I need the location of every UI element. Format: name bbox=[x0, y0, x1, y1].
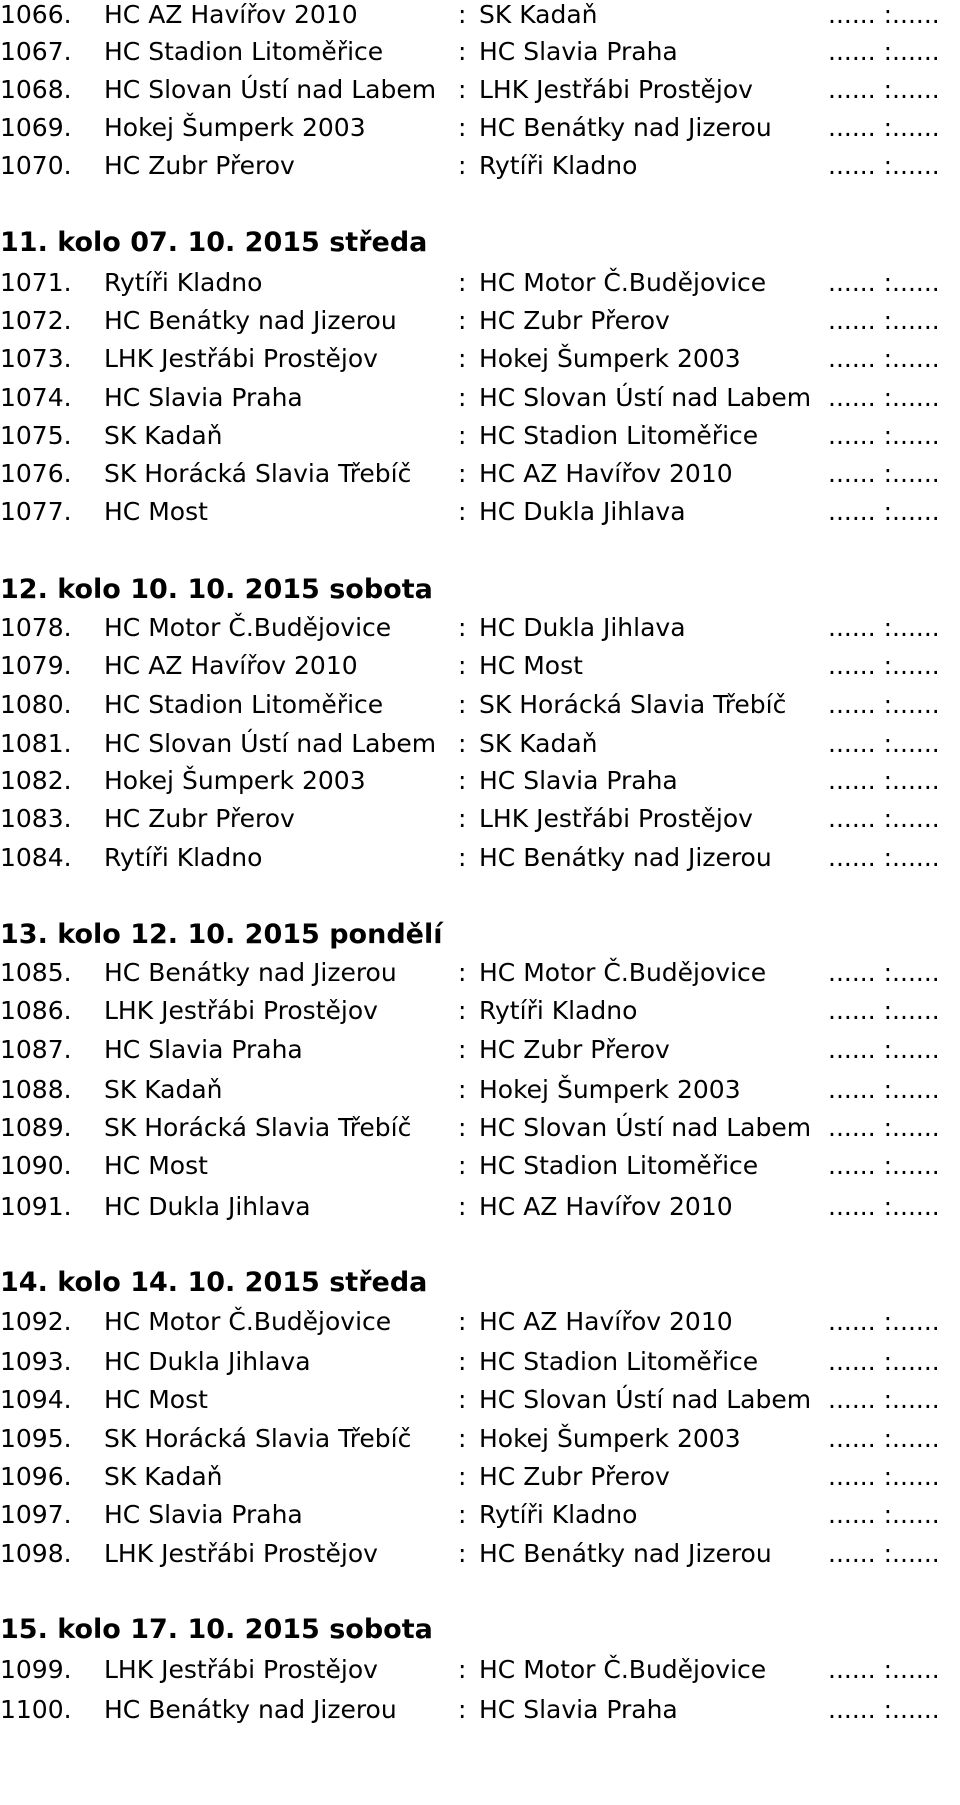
away-team: HC Slovan Ústí nad Labem bbox=[479, 1113, 812, 1142]
away-team: HC Slovan Ústí nad Labem bbox=[479, 1385, 812, 1414]
away-team: Hokej Šumperk 2003 bbox=[479, 344, 741, 373]
away-team: HC AZ Havířov 2010 bbox=[479, 1307, 733, 1336]
match-number: 1075. bbox=[0, 421, 72, 450]
home-team: LHK Jestřábi Prostějov bbox=[104, 344, 378, 373]
match-row bbox=[0, 0, 960, 32]
home-team: HC Benátky nad Jizerou bbox=[104, 1695, 397, 1724]
match-row bbox=[0, 1422, 960, 1456]
score-placeholder: ...... :...... bbox=[828, 421, 940, 450]
away-team: HC Motor Č.Budějovice bbox=[479, 268, 767, 297]
match-number: 1089. bbox=[0, 1113, 72, 1142]
score-placeholder: ...... :...... bbox=[828, 1075, 940, 1104]
away-team: HC Benátky nad Jizerou bbox=[479, 843, 772, 872]
match-row bbox=[0, 495, 960, 529]
away-team: Hokej Šumperk 2003 bbox=[479, 1424, 741, 1453]
home-team: HC Dukla Jihlava bbox=[104, 1192, 311, 1221]
score-placeholder: ...... :...... bbox=[828, 151, 940, 180]
match-row bbox=[0, 688, 960, 722]
away-team: HC Zubr Přerov bbox=[479, 1035, 670, 1064]
home-team: SK Kadaň bbox=[104, 1075, 223, 1104]
home-team: HC Most bbox=[104, 497, 208, 526]
away-team: HC Motor Č.Budějovice bbox=[479, 1655, 767, 1684]
team-separator: : bbox=[458, 151, 467, 180]
away-team: HC Slavia Praha bbox=[479, 766, 678, 795]
away-team: Hokej Šumperk 2003 bbox=[479, 1075, 741, 1104]
home-team: LHK Jestřábi Prostějov bbox=[104, 996, 378, 1025]
team-separator: : bbox=[458, 0, 467, 29]
match-number: 1071. bbox=[0, 268, 72, 297]
match-number: 1082. bbox=[0, 766, 72, 795]
score-placeholder: ...... :...... bbox=[828, 1192, 940, 1221]
away-team: LHK Jestřábi Prostějov bbox=[479, 75, 753, 104]
match-row bbox=[0, 727, 960, 761]
away-team: Rytíři Kladno bbox=[479, 151, 638, 180]
home-team: HC Slavia Praha bbox=[104, 1500, 303, 1529]
team-separator: : bbox=[458, 497, 467, 526]
match-number: 1092. bbox=[0, 1307, 72, 1336]
home-team: HC AZ Havířov 2010 bbox=[104, 651, 358, 680]
match-number: 1100. bbox=[0, 1695, 72, 1724]
match-number: 1072. bbox=[0, 306, 72, 335]
score-placeholder: ...... :...... bbox=[828, 651, 940, 680]
home-team: HC Benátky nad Jizerou bbox=[104, 306, 397, 335]
match-row bbox=[0, 956, 960, 990]
match-row bbox=[0, 149, 960, 183]
away-team: Rytíři Kladno bbox=[479, 996, 638, 1025]
team-separator: : bbox=[458, 459, 467, 488]
home-team: HC Zubr Přerov bbox=[104, 804, 295, 833]
match-number: 1084. bbox=[0, 843, 72, 872]
home-team: SK Kadaň bbox=[104, 421, 223, 450]
score-placeholder: ...... :...... bbox=[828, 497, 940, 526]
match-number: 1083. bbox=[0, 804, 72, 833]
home-team: LHK Jestřábi Prostějov bbox=[104, 1655, 378, 1684]
home-team: HC Zubr Přerov bbox=[104, 151, 295, 180]
match-number: 1093. bbox=[0, 1347, 72, 1376]
away-team: HC Dukla Jihlava bbox=[479, 497, 686, 526]
home-team: HC Most bbox=[104, 1151, 208, 1180]
match-row bbox=[0, 1498, 960, 1532]
team-separator: : bbox=[458, 1655, 467, 1684]
away-team: HC Zubr Přerov bbox=[479, 306, 670, 335]
team-separator: : bbox=[458, 766, 467, 795]
team-separator: : bbox=[458, 651, 467, 680]
away-team: HC Benátky nad Jizerou bbox=[479, 1539, 772, 1568]
match-row bbox=[0, 342, 960, 376]
home-team: HC Slovan Ústí nad Labem bbox=[104, 75, 437, 104]
team-separator: : bbox=[458, 804, 467, 833]
match-row bbox=[0, 419, 960, 453]
team-separator: : bbox=[458, 75, 467, 104]
team-separator: : bbox=[458, 421, 467, 450]
match-number: 1096. bbox=[0, 1462, 72, 1491]
score-placeholder: ...... :...... bbox=[828, 459, 940, 488]
match-row bbox=[0, 1345, 960, 1379]
match-number: 1081. bbox=[0, 729, 72, 758]
team-separator: : bbox=[458, 1695, 467, 1724]
match-row bbox=[0, 304, 960, 338]
team-separator: : bbox=[458, 1462, 467, 1491]
away-team: HC Stadion Litoměřice bbox=[479, 1347, 759, 1376]
match-row bbox=[0, 1383, 960, 1417]
match-row bbox=[0, 1693, 960, 1727]
match-row bbox=[0, 1073, 960, 1107]
away-team: HC Slovan Ústí nad Labem bbox=[479, 383, 812, 412]
team-separator: : bbox=[458, 996, 467, 1025]
match-number: 1095. bbox=[0, 1424, 72, 1453]
match-number: 1086. bbox=[0, 996, 72, 1025]
team-separator: : bbox=[458, 1307, 467, 1336]
score-placeholder: ...... :...... bbox=[828, 1539, 940, 1568]
match-row bbox=[0, 266, 960, 300]
home-team: HC Most bbox=[104, 1385, 208, 1414]
home-team: LHK Jestřábi Prostějov bbox=[104, 1539, 378, 1568]
match-number: 1090. bbox=[0, 1151, 72, 1180]
score-placeholder: ...... :...... bbox=[828, 729, 940, 758]
match-number: 1099. bbox=[0, 1655, 72, 1684]
match-row bbox=[0, 73, 960, 107]
away-team: HC Slavia Praha bbox=[479, 37, 678, 66]
home-team: HC Slavia Praha bbox=[104, 1035, 303, 1064]
score-placeholder: ...... :...... bbox=[828, 344, 940, 373]
away-team: SK Kadaň bbox=[479, 0, 598, 29]
score-placeholder: ...... :...... bbox=[828, 958, 940, 987]
away-team: SK Kadaň bbox=[479, 729, 598, 758]
team-separator: : bbox=[458, 1539, 467, 1568]
match-number: 1068. bbox=[0, 75, 72, 104]
home-team: HC Motor Č.Budějovice bbox=[104, 613, 392, 642]
away-team: Rytíři Kladno bbox=[479, 1500, 638, 1529]
score-placeholder: ...... :...... bbox=[828, 690, 940, 719]
match-number: 1087. bbox=[0, 1035, 72, 1064]
score-placeholder: ...... :...... bbox=[828, 1347, 940, 1376]
score-placeholder: ...... :...... bbox=[828, 1151, 940, 1180]
away-team: HC AZ Havířov 2010 bbox=[479, 459, 733, 488]
home-team: HC Slavia Praha bbox=[104, 383, 303, 412]
score-placeholder: ...... :...... bbox=[828, 1655, 940, 1684]
match-row bbox=[0, 35, 960, 69]
team-separator: : bbox=[458, 729, 467, 758]
match-row bbox=[0, 1190, 960, 1224]
team-separator: : bbox=[458, 1500, 467, 1529]
home-team: Hokej Šumperk 2003 bbox=[104, 766, 366, 795]
score-placeholder: ...... :...... bbox=[828, 804, 940, 833]
round-heading: 11. kolo 07. 10. 2015 středa bbox=[0, 227, 428, 258]
match-number: 1070. bbox=[0, 151, 72, 180]
home-team: HC Dukla Jihlava bbox=[104, 1347, 311, 1376]
score-placeholder: ...... :...... bbox=[828, 1035, 940, 1064]
team-separator: : bbox=[458, 344, 467, 373]
score-placeholder: ...... :...... bbox=[828, 1462, 940, 1491]
match-row bbox=[0, 649, 960, 683]
match-row bbox=[0, 1033, 960, 1067]
score-placeholder: ...... :...... bbox=[828, 268, 940, 297]
home-team: HC Stadion Litoměřice bbox=[104, 690, 384, 719]
home-team: HC Benátky nad Jizerou bbox=[104, 958, 397, 987]
away-team: HC Stadion Litoměřice bbox=[479, 1151, 759, 1180]
score-placeholder: ...... :...... bbox=[828, 1385, 940, 1414]
score-placeholder: ...... :...... bbox=[828, 0, 940, 29]
team-separator: : bbox=[458, 843, 467, 872]
home-team: HC AZ Havířov 2010 bbox=[104, 0, 358, 29]
home-team: SK Horácká Slavia Třebíč bbox=[104, 1113, 412, 1142]
home-team: HC Stadion Litoměřice bbox=[104, 37, 384, 66]
match-row bbox=[0, 1653, 960, 1687]
team-separator: : bbox=[458, 1113, 467, 1142]
away-team: HC Most bbox=[479, 651, 583, 680]
score-placeholder: ...... :...... bbox=[828, 383, 940, 412]
score-placeholder: ...... :...... bbox=[828, 996, 940, 1025]
score-placeholder: ...... :...... bbox=[828, 1695, 940, 1724]
match-number: 1074. bbox=[0, 383, 72, 412]
away-team: HC Stadion Litoměřice bbox=[479, 421, 759, 450]
team-separator: : bbox=[458, 1192, 467, 1221]
team-separator: : bbox=[458, 1035, 467, 1064]
match-row bbox=[0, 457, 960, 491]
team-separator: : bbox=[458, 1075, 467, 1104]
score-placeholder: ...... :...... bbox=[828, 306, 940, 335]
match-row bbox=[0, 611, 960, 645]
score-placeholder: ...... :...... bbox=[828, 37, 940, 66]
match-number: 1098. bbox=[0, 1539, 72, 1568]
team-separator: : bbox=[458, 383, 467, 412]
match-number: 1076. bbox=[0, 459, 72, 488]
team-separator: : bbox=[458, 690, 467, 719]
score-placeholder: ...... :...... bbox=[828, 1500, 940, 1529]
home-team: SK Kadaň bbox=[104, 1462, 223, 1491]
round-heading: 15. kolo 17. 10. 2015 sobota bbox=[0, 1614, 433, 1645]
home-team: SK Horácká Slavia Třebíč bbox=[104, 1424, 412, 1453]
match-row bbox=[0, 381, 960, 415]
away-team: LHK Jestřábi Prostějov bbox=[479, 804, 753, 833]
score-placeholder: ...... :...... bbox=[828, 75, 940, 104]
match-number: 1088. bbox=[0, 1075, 72, 1104]
team-separator: : bbox=[458, 268, 467, 297]
away-team: SK Horácká Slavia Třebíč bbox=[479, 690, 787, 719]
away-team: HC Benátky nad Jizerou bbox=[479, 113, 772, 142]
match-number: 1073. bbox=[0, 344, 72, 373]
score-placeholder: ...... :...... bbox=[828, 1424, 940, 1453]
score-placeholder: ...... :...... bbox=[828, 1113, 940, 1142]
away-team: HC Zubr Přerov bbox=[479, 1462, 670, 1491]
match-number: 1078. bbox=[0, 613, 72, 642]
match-number: 1085. bbox=[0, 958, 72, 987]
away-team: HC Motor Č.Budějovice bbox=[479, 958, 767, 987]
round-heading: 14. kolo 14. 10. 2015 středa bbox=[0, 1267, 428, 1298]
home-team: HC Motor Č.Budějovice bbox=[104, 1307, 392, 1336]
match-row bbox=[0, 764, 960, 798]
match-row bbox=[0, 994, 960, 1028]
team-separator: : bbox=[458, 613, 467, 642]
match-row bbox=[0, 1149, 960, 1183]
match-number: 1077. bbox=[0, 497, 72, 526]
round-heading: 12. kolo 10. 10. 2015 sobota bbox=[0, 574, 433, 605]
team-separator: : bbox=[458, 1385, 467, 1414]
team-separator: : bbox=[458, 1424, 467, 1453]
away-team: HC Dukla Jihlava bbox=[479, 613, 686, 642]
home-team: HC Slovan Ústí nad Labem bbox=[104, 729, 437, 758]
home-team: SK Horácká Slavia Třebíč bbox=[104, 459, 412, 488]
match-number: 1069. bbox=[0, 113, 72, 142]
score-placeholder: ...... :...... bbox=[828, 1307, 940, 1336]
match-number: 1067. bbox=[0, 37, 72, 66]
match-row bbox=[0, 1111, 960, 1145]
score-placeholder: ...... :...... bbox=[828, 766, 940, 795]
match-row bbox=[0, 802, 960, 836]
match-row bbox=[0, 111, 960, 145]
match-number: 1066. bbox=[0, 0, 72, 29]
match-number: 1094. bbox=[0, 1385, 72, 1414]
team-separator: : bbox=[458, 1151, 467, 1180]
match-row bbox=[0, 1460, 960, 1494]
match-number: 1097. bbox=[0, 1500, 72, 1529]
home-team: Rytíři Kladno bbox=[104, 843, 263, 872]
match-number: 1080. bbox=[0, 690, 72, 719]
score-placeholder: ...... :...... bbox=[828, 113, 940, 142]
match-row bbox=[0, 1305, 960, 1339]
match-number: 1079. bbox=[0, 651, 72, 680]
team-separator: : bbox=[458, 37, 467, 66]
match-row bbox=[0, 1537, 960, 1571]
team-separator: : bbox=[458, 958, 467, 987]
team-separator: : bbox=[458, 1347, 467, 1376]
score-placeholder: ...... :...... bbox=[828, 613, 940, 642]
score-placeholder: ...... :...... bbox=[828, 843, 940, 872]
away-team: HC AZ Havířov 2010 bbox=[479, 1192, 733, 1221]
team-separator: : bbox=[458, 306, 467, 335]
round-heading: 13. kolo 12. 10. 2015 pondělí bbox=[0, 919, 443, 950]
away-team: HC Slavia Praha bbox=[479, 1695, 678, 1724]
home-team: Rytíři Kladno bbox=[104, 268, 263, 297]
team-separator: : bbox=[458, 113, 467, 142]
match-number: 1091. bbox=[0, 1192, 72, 1221]
home-team: Hokej Šumperk 2003 bbox=[104, 113, 366, 142]
match-row bbox=[0, 841, 960, 875]
